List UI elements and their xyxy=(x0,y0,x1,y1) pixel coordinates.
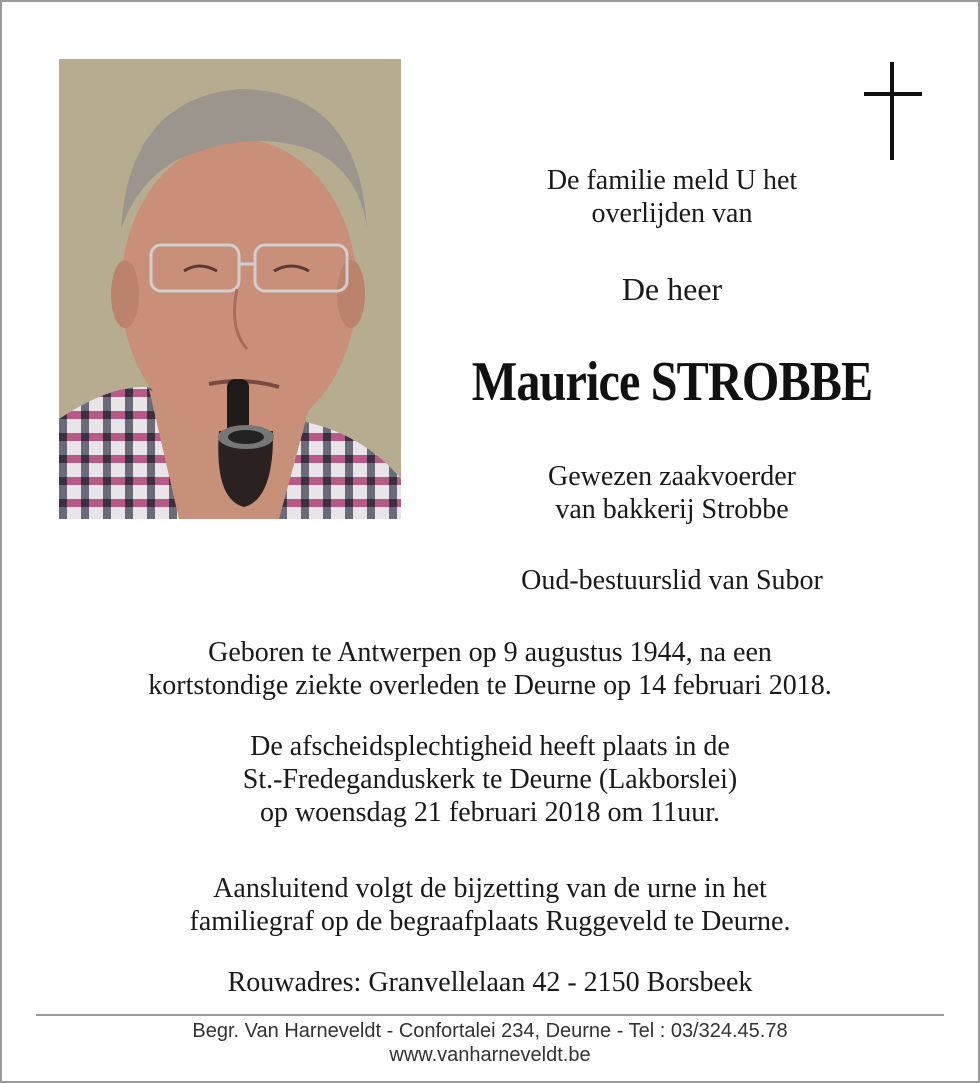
undertaker-website: www.vanharneveldt.be xyxy=(389,1044,591,1066)
address-text: Rouwadres: Granvellelaan 42 - 2150 Borsbeek xyxy=(227,967,753,998)
mourning-address xyxy=(2,966,978,999)
role-line-3: Oud-bestuurslid van Subor xyxy=(521,565,823,596)
intro-text xyxy=(402,164,942,230)
ceremony-line-3: op woensdag 21 februari 2018 om 11uur. xyxy=(259,797,721,828)
intro-line-2: overlijden van xyxy=(591,198,753,229)
birth-line-1: Geboren te Antwerpen op 9 augustus 1944, na een xyxy=(208,637,772,668)
board-member-text xyxy=(402,564,942,597)
honorific xyxy=(402,270,942,308)
undertaker-info: Begr. Van Harneveldt - Confortalei 234, Deurne - Tel : 03/324.45.78 xyxy=(192,1020,788,1042)
portrait-photo xyxy=(59,59,401,519)
role-line-1: Gewezen zaakvoerder xyxy=(548,461,796,492)
ceremony-line-2: St.-Fredeganduskerk te Deurne (Lakborslei) xyxy=(242,764,738,795)
ceremony-line-1: De afscheidsplechtigheid heeft plaats in de xyxy=(250,731,730,762)
deceased-name: Maurice STROBBE xyxy=(471,351,873,413)
latin-cross-icon xyxy=(864,62,922,160)
intro-line-1: De familie meld U het xyxy=(546,165,798,196)
birth-line-2: kortstondige ziekte overleden te Deurne op 14 februari 2018. xyxy=(148,670,832,701)
role-line-2: van bakkerij Strobbe xyxy=(555,494,789,525)
ceremony-paragraph xyxy=(2,730,978,829)
role-text xyxy=(402,460,942,526)
footer-divider xyxy=(36,1014,944,1016)
burial-paragraph xyxy=(2,872,978,938)
honorific-text: De heer xyxy=(621,271,723,307)
birth-death-paragraph xyxy=(2,636,978,702)
burial-line-2: familiegraf op de begraafplaats Ruggeveld te Deurne. xyxy=(189,906,791,937)
burial-line-1: Aansluitend volgt de bijzetting van de urne in het xyxy=(213,873,767,904)
